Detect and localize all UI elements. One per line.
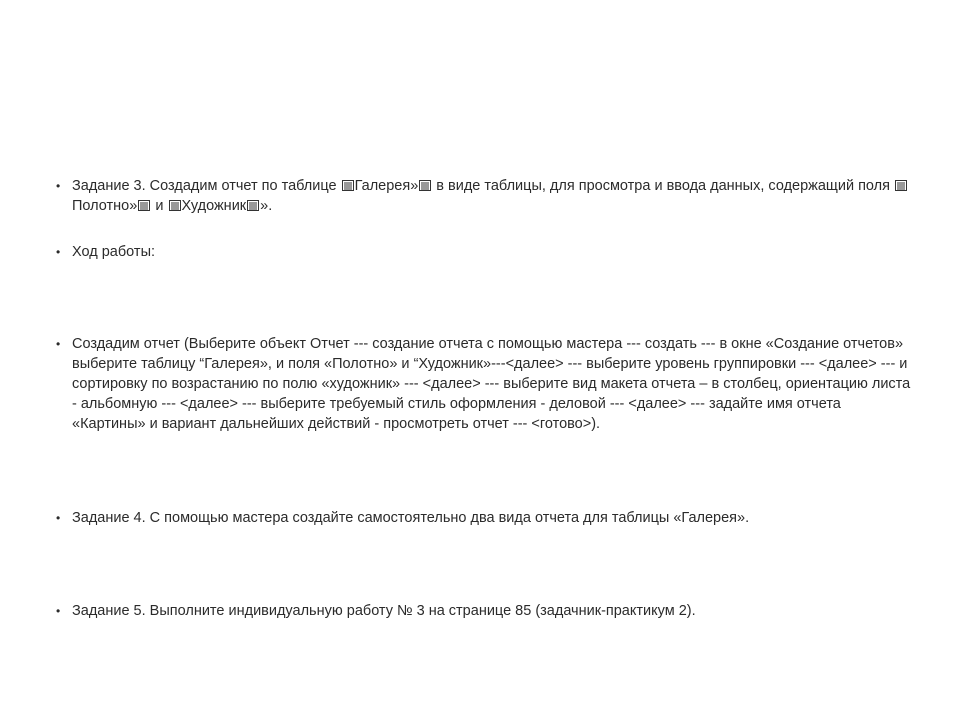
bullet-item-instructions bbox=[56, 334, 911, 434]
bullet-item-task4 bbox=[56, 508, 911, 528]
item-text: Задание 4. С помощью мастера создайте самостоятельно два вида отчета для таблицы «Галерея». bbox=[72, 510, 750, 526]
bullet: • bbox=[56, 511, 61, 525]
bullet-item-task5 bbox=[56, 601, 911, 621]
missing-character-box-icon bbox=[895, 180, 907, 191]
missing-character-box-icon bbox=[138, 200, 150, 211]
missing-character-box-icon bbox=[342, 180, 354, 191]
bullet: • bbox=[56, 179, 61, 193]
item-text: Задание 3. Создадим отчет по таблице Галерея» в виде таблицы, для просмотра и ввода данных, содержащий поля Полотно» и Художник ». bbox=[72, 176, 911, 216]
bullet: • bbox=[56, 337, 61, 351]
missing-character-box-icon bbox=[247, 200, 259, 211]
bullet-item-task3 bbox=[56, 176, 911, 216]
item-text: Создадим отчет (Выберите объект Отчет --- создание отчета с помощью мастера --- создать --- в окне «Создание отчетов» выберите таблицу “Галерея», и поля «Полотно» и “Художник»---<далее> --- выберите уровень группировки --- <далее> --- и сортировку по возрастанию по полю «художник» --- <далее> --- выберите вид макета отчета – в столбец, ориентацию листа - альбомную --- <далее> --- выберите требуемый стиль оформления - деловой --- <далее> --- задайте имя отчета «Картины» и вариант дальнейших действий - просмотреть отчет --- <готово>). bbox=[72, 336, 911, 432]
missing-character-box-icon bbox=[419, 180, 431, 191]
bullet-item-progress bbox=[56, 242, 911, 262]
item-text: Ход работы: bbox=[72, 244, 156, 260]
bullet: • bbox=[56, 604, 61, 618]
missing-character-box-icon bbox=[169, 200, 181, 211]
bullet: • bbox=[56, 245, 61, 259]
item-text: Задание 5. Выполните индивидуальную работу № 3 на странице 85 (задачник-практикум 2). bbox=[72, 603, 696, 619]
